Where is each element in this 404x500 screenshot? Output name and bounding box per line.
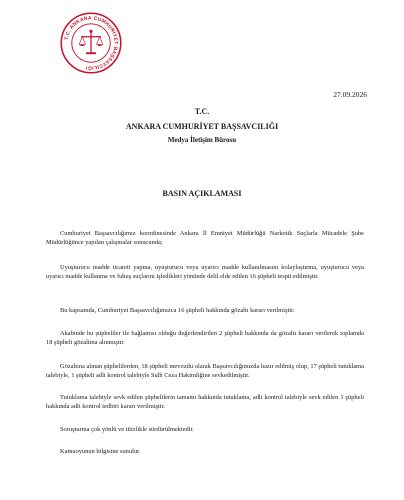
tc-heading: T.C.: [194, 107, 210, 116]
seal-text: T.C. ANKARA CUMHURİYET BAŞSAVCILIĞI: [64, 16, 118, 70]
document-date: 27.09.2026: [333, 90, 367, 99]
paragraph: Akabinde bu şüpheliler ile bağlantısı olduğu değerlendirilen 2 şüpheli hakkında da gözaltı kararı verilerek toplamda 18 şüpheli gözaltına alınmıştır.: [46, 330, 364, 346]
institution-heading: ANKARA CUMHURİYET BAŞSAVCILIĞI: [125, 122, 279, 131]
office-heading: Medya İletişim Bürosu: [167, 136, 237, 144]
paragraph: Uyuşturucu madde ticareti yapma, uyuşturucu veya uyarıcı madde kullanılmasını kolaylaştırma, uyuşturucu veya uyarıcı madde kullanma ve fuhuş suçlarını işledikleri yönünde delil elde edilen 16 şüpheli tespit edilmiştir.: [46, 264, 364, 280]
paragraph: Kamuoyunun bilgisine sunulur.: [60, 448, 141, 455]
document-title: BASIN AÇIKLAMASI: [162, 189, 242, 198]
prosecutor-seal-logo: [60, 12, 122, 74]
paragraph: Bu kapsamda, Cumhuriyet Başsavcılığımızca 16 şüpheli hakkında gözaltı kararı verilmiştir.: [60, 307, 295, 314]
paragraph: Tutuklama talebiyle sevk edilen şüphelilerin tamamı hakkında tutuklama, adli kontrol talebiyle sevk edilen 1 şüpheli hakkında adli kontrol tedbiri kararı verilmiştir.: [46, 394, 364, 410]
paragraph: Soruşturma çok yönlü ve titizlikle sürdürülmektedir.: [60, 426, 194, 433]
paragraph: Cumhuriyet Başsavcılığımız koordinesinde Ankara İl Emniyet Müdürlüğü Narkotik Suçlarla Mücadele Şube Müdürlüğünce yapılan çalışmalar sonucunda;: [46, 230, 364, 246]
paragraph: Gözaltına alınan şüphelilerden, 18 şüpheli mevcutlu olarak Başsavcılığımızda hazır edilmiş olup, 17 şüpheli tutuklama talebiyle, 1 şüpheli adli kontrol talebiyle Sulh Ceza Hakimliğine sevkedilmiştir.: [46, 363, 364, 379]
